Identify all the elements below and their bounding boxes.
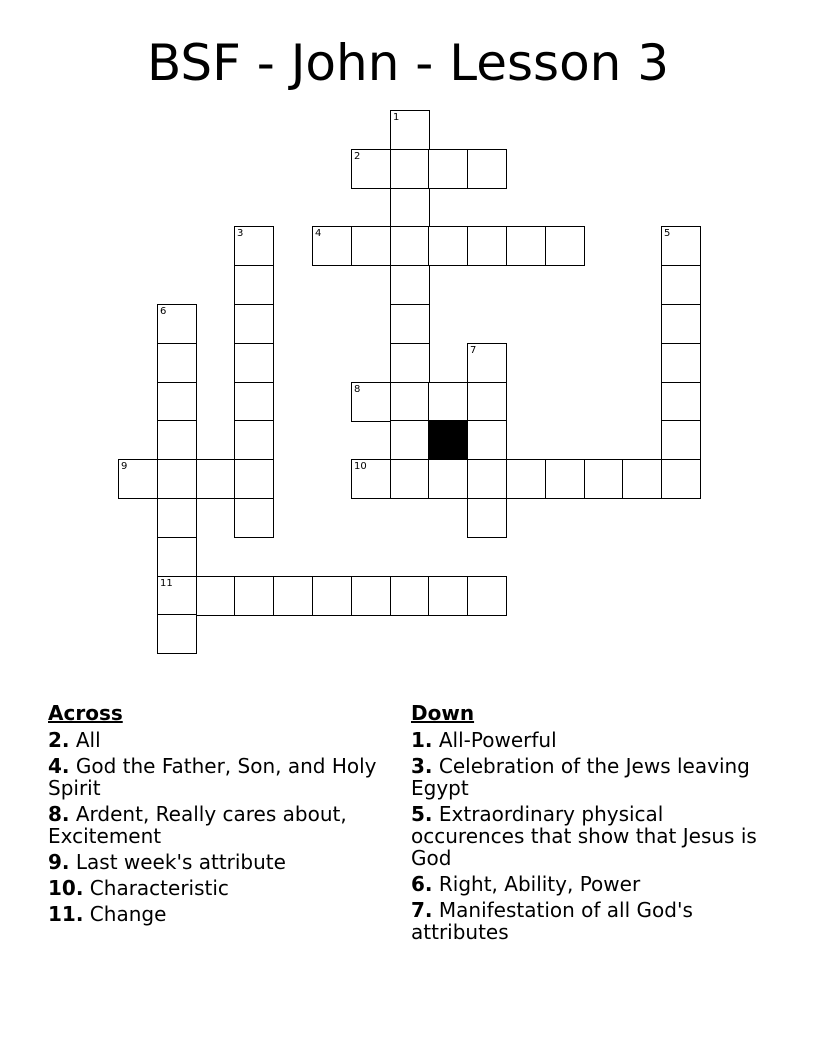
grid-cell[interactable] — [584, 459, 624, 499]
page-title: BSF - John - Lesson 3 — [146, 34, 670, 92]
grid-cell[interactable] — [234, 576, 274, 616]
clue-number-label: 9 — [121, 461, 128, 472]
grid-cell[interactable] — [467, 382, 507, 422]
down-clue — [411, 803, 771, 869]
grid-cell[interactable] — [467, 498, 507, 538]
grid-cell[interactable] — [234, 226, 274, 266]
clue-number: 11. — [48, 902, 84, 926]
grid-cell[interactable] — [234, 304, 274, 344]
grid-cell[interactable] — [390, 420, 430, 460]
clue-text: All — [75, 728, 101, 752]
clue-text: Ardent, Really cares about, Excitement — [48, 802, 347, 848]
down-clue — [411, 729, 771, 751]
grid-cell[interactable] — [428, 576, 468, 616]
clue-number: 1. — [411, 728, 433, 752]
clue-number-label: 4 — [315, 228, 322, 239]
clue-text: Extraordinary physical occurences that show that Jesus is God — [411, 802, 757, 870]
grid-cell[interactable] — [390, 343, 430, 383]
grid-cell[interactable] — [428, 382, 468, 422]
across-clue — [48, 877, 388, 899]
grid-cell[interactable] — [157, 459, 197, 499]
across-clue — [48, 851, 388, 873]
grid-cell[interactable] — [312, 576, 352, 616]
grid-cell[interactable] — [661, 265, 701, 305]
grid-cell[interactable] — [661, 382, 701, 422]
grid-cell[interactable] — [661, 459, 701, 499]
clue-number-label: 1 — [393, 112, 400, 123]
grid-cell[interactable] — [312, 226, 352, 266]
across-clue — [48, 755, 388, 799]
grid-cell[interactable] — [467, 420, 507, 460]
down-clue — [411, 873, 771, 895]
across-heading: Across — [48, 701, 123, 725]
clue-number-label: 10 — [354, 461, 367, 472]
down-heading: Down — [411, 701, 475, 725]
grid-cell[interactable] — [157, 382, 197, 422]
clue-number-label: 6 — [160, 306, 167, 317]
grid-cell[interactable] — [234, 420, 274, 460]
clue-number: 5. — [411, 802, 433, 826]
clue-number: 8. — [48, 802, 70, 826]
grid-cell[interactable] — [467, 226, 507, 266]
grid-cell[interactable] — [234, 498, 274, 538]
down-clues — [411, 702, 771, 947]
clue-number-label: 8 — [354, 384, 361, 395]
grid-cell[interactable] — [506, 459, 546, 499]
grid-cell[interactable] — [157, 498, 197, 538]
grid-cell[interactable] — [390, 576, 430, 616]
clue-number: 7. — [411, 898, 433, 922]
grid-cell[interactable] — [506, 226, 546, 266]
across-clue — [48, 903, 388, 925]
grid-cell[interactable] — [196, 576, 236, 616]
grid-cell[interactable] — [234, 343, 274, 383]
grid-cell[interactable] — [390, 304, 430, 344]
clue-number: 2. — [48, 728, 70, 752]
clue-number: 6. — [411, 872, 433, 896]
clue-text: Change — [89, 902, 167, 926]
grid-cell[interactable] — [196, 459, 236, 499]
clue-number-label: 11 — [160, 578, 173, 589]
grid-cell[interactable] — [157, 614, 197, 654]
grid-cell[interactable] — [351, 149, 391, 189]
clue-text: Characteristic — [89, 876, 229, 900]
grid-cell[interactable] — [351, 459, 391, 499]
grid-cell[interactable] — [390, 265, 430, 305]
grid-cell[interactable] — [661, 420, 701, 460]
clue-text: Last week's attribute — [75, 850, 286, 874]
across-clue — [48, 803, 388, 847]
clue-number-label: 2 — [354, 151, 361, 162]
grid-cell[interactable] — [157, 576, 197, 616]
grid-cell[interactable] — [467, 149, 507, 189]
grid-cell[interactable] — [157, 343, 197, 383]
grid-cell[interactable] — [273, 576, 313, 616]
grid-cell[interactable] — [234, 382, 274, 422]
grid-cell[interactable] — [234, 459, 274, 499]
grid-cell[interactable] — [545, 226, 585, 266]
clue-text: God the Father, Son, and Holy Spirit — [48, 754, 377, 800]
grid-cell[interactable] — [428, 149, 468, 189]
grid-cell[interactable] — [661, 304, 701, 344]
grid-cell[interactable] — [545, 459, 585, 499]
grid-cell[interactable] — [390, 459, 430, 499]
clue-text: All-Powerful — [438, 728, 557, 752]
grid-cell[interactable] — [390, 110, 430, 150]
across-clue — [48, 729, 388, 751]
grid-cell[interactable] — [157, 304, 197, 344]
clue-number-label: 3 — [237, 228, 244, 239]
clue-number: 4. — [48, 754, 70, 778]
black-cell — [428, 420, 468, 460]
grid-cell[interactable] — [661, 343, 701, 383]
grid-cell[interactable] — [467, 576, 507, 616]
grid-cell[interactable] — [428, 226, 468, 266]
grid-cell[interactable] — [390, 188, 430, 228]
clue-text: Right, Ability, Power — [438, 872, 641, 896]
down-clue — [411, 755, 771, 799]
clue-text: Celebration of the Jews leaving Egypt — [411, 754, 750, 800]
across-clues — [48, 702, 388, 929]
grid-cell[interactable] — [390, 382, 430, 422]
grid-cell[interactable] — [351, 576, 391, 616]
clue-number-label: 7 — [470, 345, 477, 356]
clue-number: 3. — [411, 754, 433, 778]
clue-number: 9. — [48, 850, 70, 874]
grid-cell[interactable] — [622, 459, 662, 499]
grid-cell[interactable] — [234, 265, 274, 305]
grid-cell[interactable] — [467, 459, 507, 499]
clue-text: Manifestation of all God's attributes — [411, 898, 693, 944]
clue-number: 10. — [48, 876, 84, 900]
grid-cell[interactable] — [390, 149, 430, 189]
grid-cell[interactable] — [118, 459, 158, 499]
grid-cell[interactable] — [351, 382, 391, 422]
down-clue — [411, 899, 771, 943]
grid-cell[interactable] — [661, 226, 701, 266]
grid-cell[interactable] — [351, 226, 391, 266]
grid-cell[interactable] — [390, 226, 430, 266]
grid-cell[interactable] — [467, 343, 507, 383]
clue-number-label: 5 — [664, 228, 671, 239]
grid-cell[interactable] — [157, 537, 197, 577]
grid-cell[interactable] — [157, 420, 197, 460]
grid-cell[interactable] — [428, 459, 468, 499]
